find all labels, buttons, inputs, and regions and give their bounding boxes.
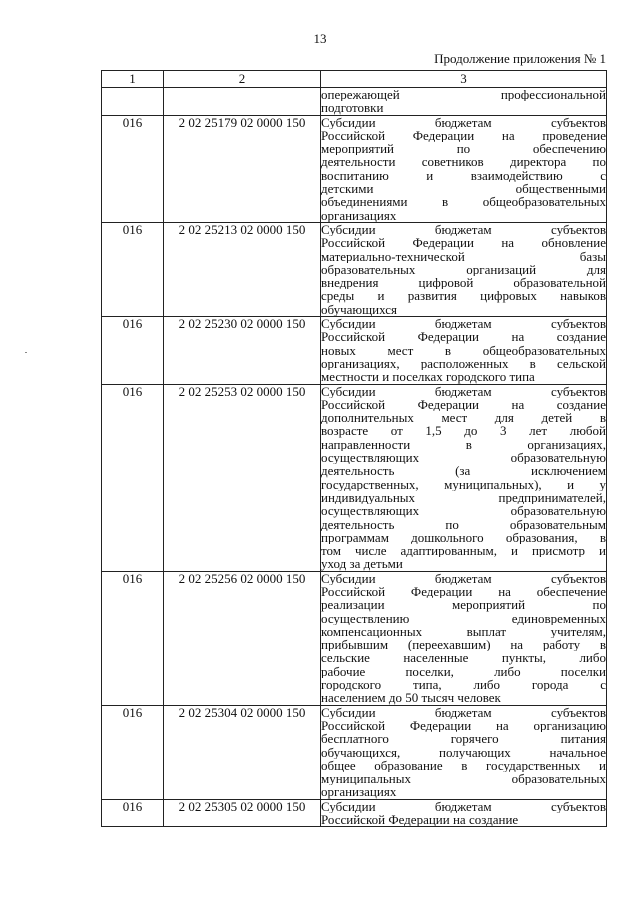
admin-code-cell: 016 [102,799,164,827]
description-line: подготовки [321,101,384,115]
description-line: деятельность (за исключением [321,464,606,478]
description-cell [321,705,607,799]
description-line: уход за детьми [321,557,403,571]
description-line: обучающихся [321,302,397,317]
description-line: Российской Федерации на обеспечение [321,584,606,599]
description-line: организациях [321,208,397,222]
admin-code-cell: 016 [102,222,164,316]
admin-code-cell: 016 [102,571,164,705]
description-line: государственных, муниципальных), и у [321,477,606,491]
description-line: Российской Федерации на организацию [321,718,606,733]
table-row [102,115,607,222]
description-cell [321,115,607,222]
column-header-3: 3 [321,71,607,88]
description-line: Российской Федерации на обновление [321,236,606,250]
description-cell [321,222,607,316]
budget-code-cell: 2 02 25230 02 0000 150 [164,317,321,384]
description-line: Субсидии бюджетам субъектов [321,571,606,585]
continuation-description [321,88,607,116]
continuation-empty-cell [102,88,164,116]
description-line: рабочие поселки, либо поселки [321,664,606,679]
description-line: Субсидии бюджетам субъектов [321,317,606,331]
description-line: организациях [321,785,397,799]
description-line: деятельности советников директора по [321,155,606,169]
description-line: осуществляющих образовательную [321,504,606,518]
budget-codes-table [101,70,607,827]
description-line: осуществлению единовременных [321,611,606,625]
description-line: Российской Федерации на проведение [321,128,606,143]
margin-mark [25,352,27,353]
description-line: образовательных организаций для [321,262,606,277]
description-line: реализации мероприятий по [321,598,606,612]
appendix-continuation-note: Продолжение приложения № 1 [434,51,606,66]
description-line: Субсидии бюджетам субъектов [321,115,606,129]
table-row [102,799,607,827]
budget-code-cell: 2 02 25179 02 0000 150 [164,115,321,222]
description-line: Российской Федерации на создание [321,330,606,344]
continuation-row [102,88,607,116]
budget-code-cell: 2 02 25253 02 0000 150 [164,384,321,571]
description-line: местности и поселках городского типа [321,370,535,384]
continuation-empty-cell [164,88,321,116]
admin-code-cell: 016 [102,115,164,222]
description-cell [321,317,607,384]
description-cell [321,571,607,705]
description-line: детскими общественными [321,182,606,196]
admin-code-cell: 016 [102,317,164,384]
description-line: том числе адаптированным, и присмотр и [321,544,606,558]
admin-code-cell: 016 [102,384,164,571]
description-line: направленности в организациях, [321,437,606,452]
description-line: материально-технической базы [321,249,606,263]
description-line: дополнительных мест для детей в [321,411,606,425]
budget-code-cell: 2 02 25213 02 0000 150 [164,222,321,316]
description-line: возрасте от 1,5 до 3 лет любой [321,424,606,438]
description-line: воспитанию и взаимодействию с [321,168,606,183]
description-line: компенсационных выплат учителям, [321,624,606,639]
description-line: Российской Федерации на создание [321,813,519,827]
table-row [102,705,607,799]
table-row [102,317,607,384]
description-line: новых мест в общеобразовательных [321,343,606,357]
column-header-2: 2 [164,71,321,88]
table-row [102,384,607,571]
description-line: мероприятий по обеспечению [321,142,606,156]
description-line: объединениями в общеобразовательных [321,195,606,209]
description-line: прибывшим (переехавшим) на работу в [321,638,606,652]
description-line: общее образование в государственных и [321,758,606,773]
description-cell [321,799,607,827]
budget-code-cell: 2 02 25305 02 0000 150 [164,799,321,827]
description-line: городского типа, либо города с [321,678,606,692]
description-line: индивидуальных предпринимателей, [321,490,606,505]
budget-code-cell: 2 02 25304 02 0000 150 [164,705,321,799]
table-row [102,571,607,705]
page-number: 13 [313,31,327,46]
table-header-row [102,71,607,88]
description-line: среды и развития цифровых навыков [321,289,606,303]
description-line: осуществляющих образовательную [321,451,606,465]
description-line: Субсидии бюджетам субъектов [321,799,606,814]
description-line: сельские населенные пункты, либо [321,651,606,665]
description-cell [321,384,607,571]
description-line: Субсидии бюджетам субъектов [321,705,606,719]
description-line: населением до 50 тысяч человек [321,691,501,705]
column-header-1: 1 [102,71,164,88]
description-line: муниципальных образовательных [321,772,606,786]
description-line: организациях, расположенных в сельской [321,356,606,371]
description-line: опережающей профессиональной [321,88,606,102]
description-line: программам дошкольного образования, в [321,530,606,545]
description-line: обучающихся, получающих начальное [321,745,606,759]
description-line: Российской Федерации на создание [321,397,606,412]
description-line: бесплатного горячего питания [321,732,606,746]
description-line: Субсидии бюджетам субъектов [321,384,606,398]
description-line: внедрения цифровой образовательной [321,276,606,290]
description-line: Субсидии бюджетам субъектов [321,222,606,237]
description-line: деятельность по образовательным [321,517,606,531]
budget-code-cell: 2 02 25256 02 0000 150 [164,571,321,705]
admin-code-cell: 016 [102,705,164,799]
table-row [102,222,607,316]
